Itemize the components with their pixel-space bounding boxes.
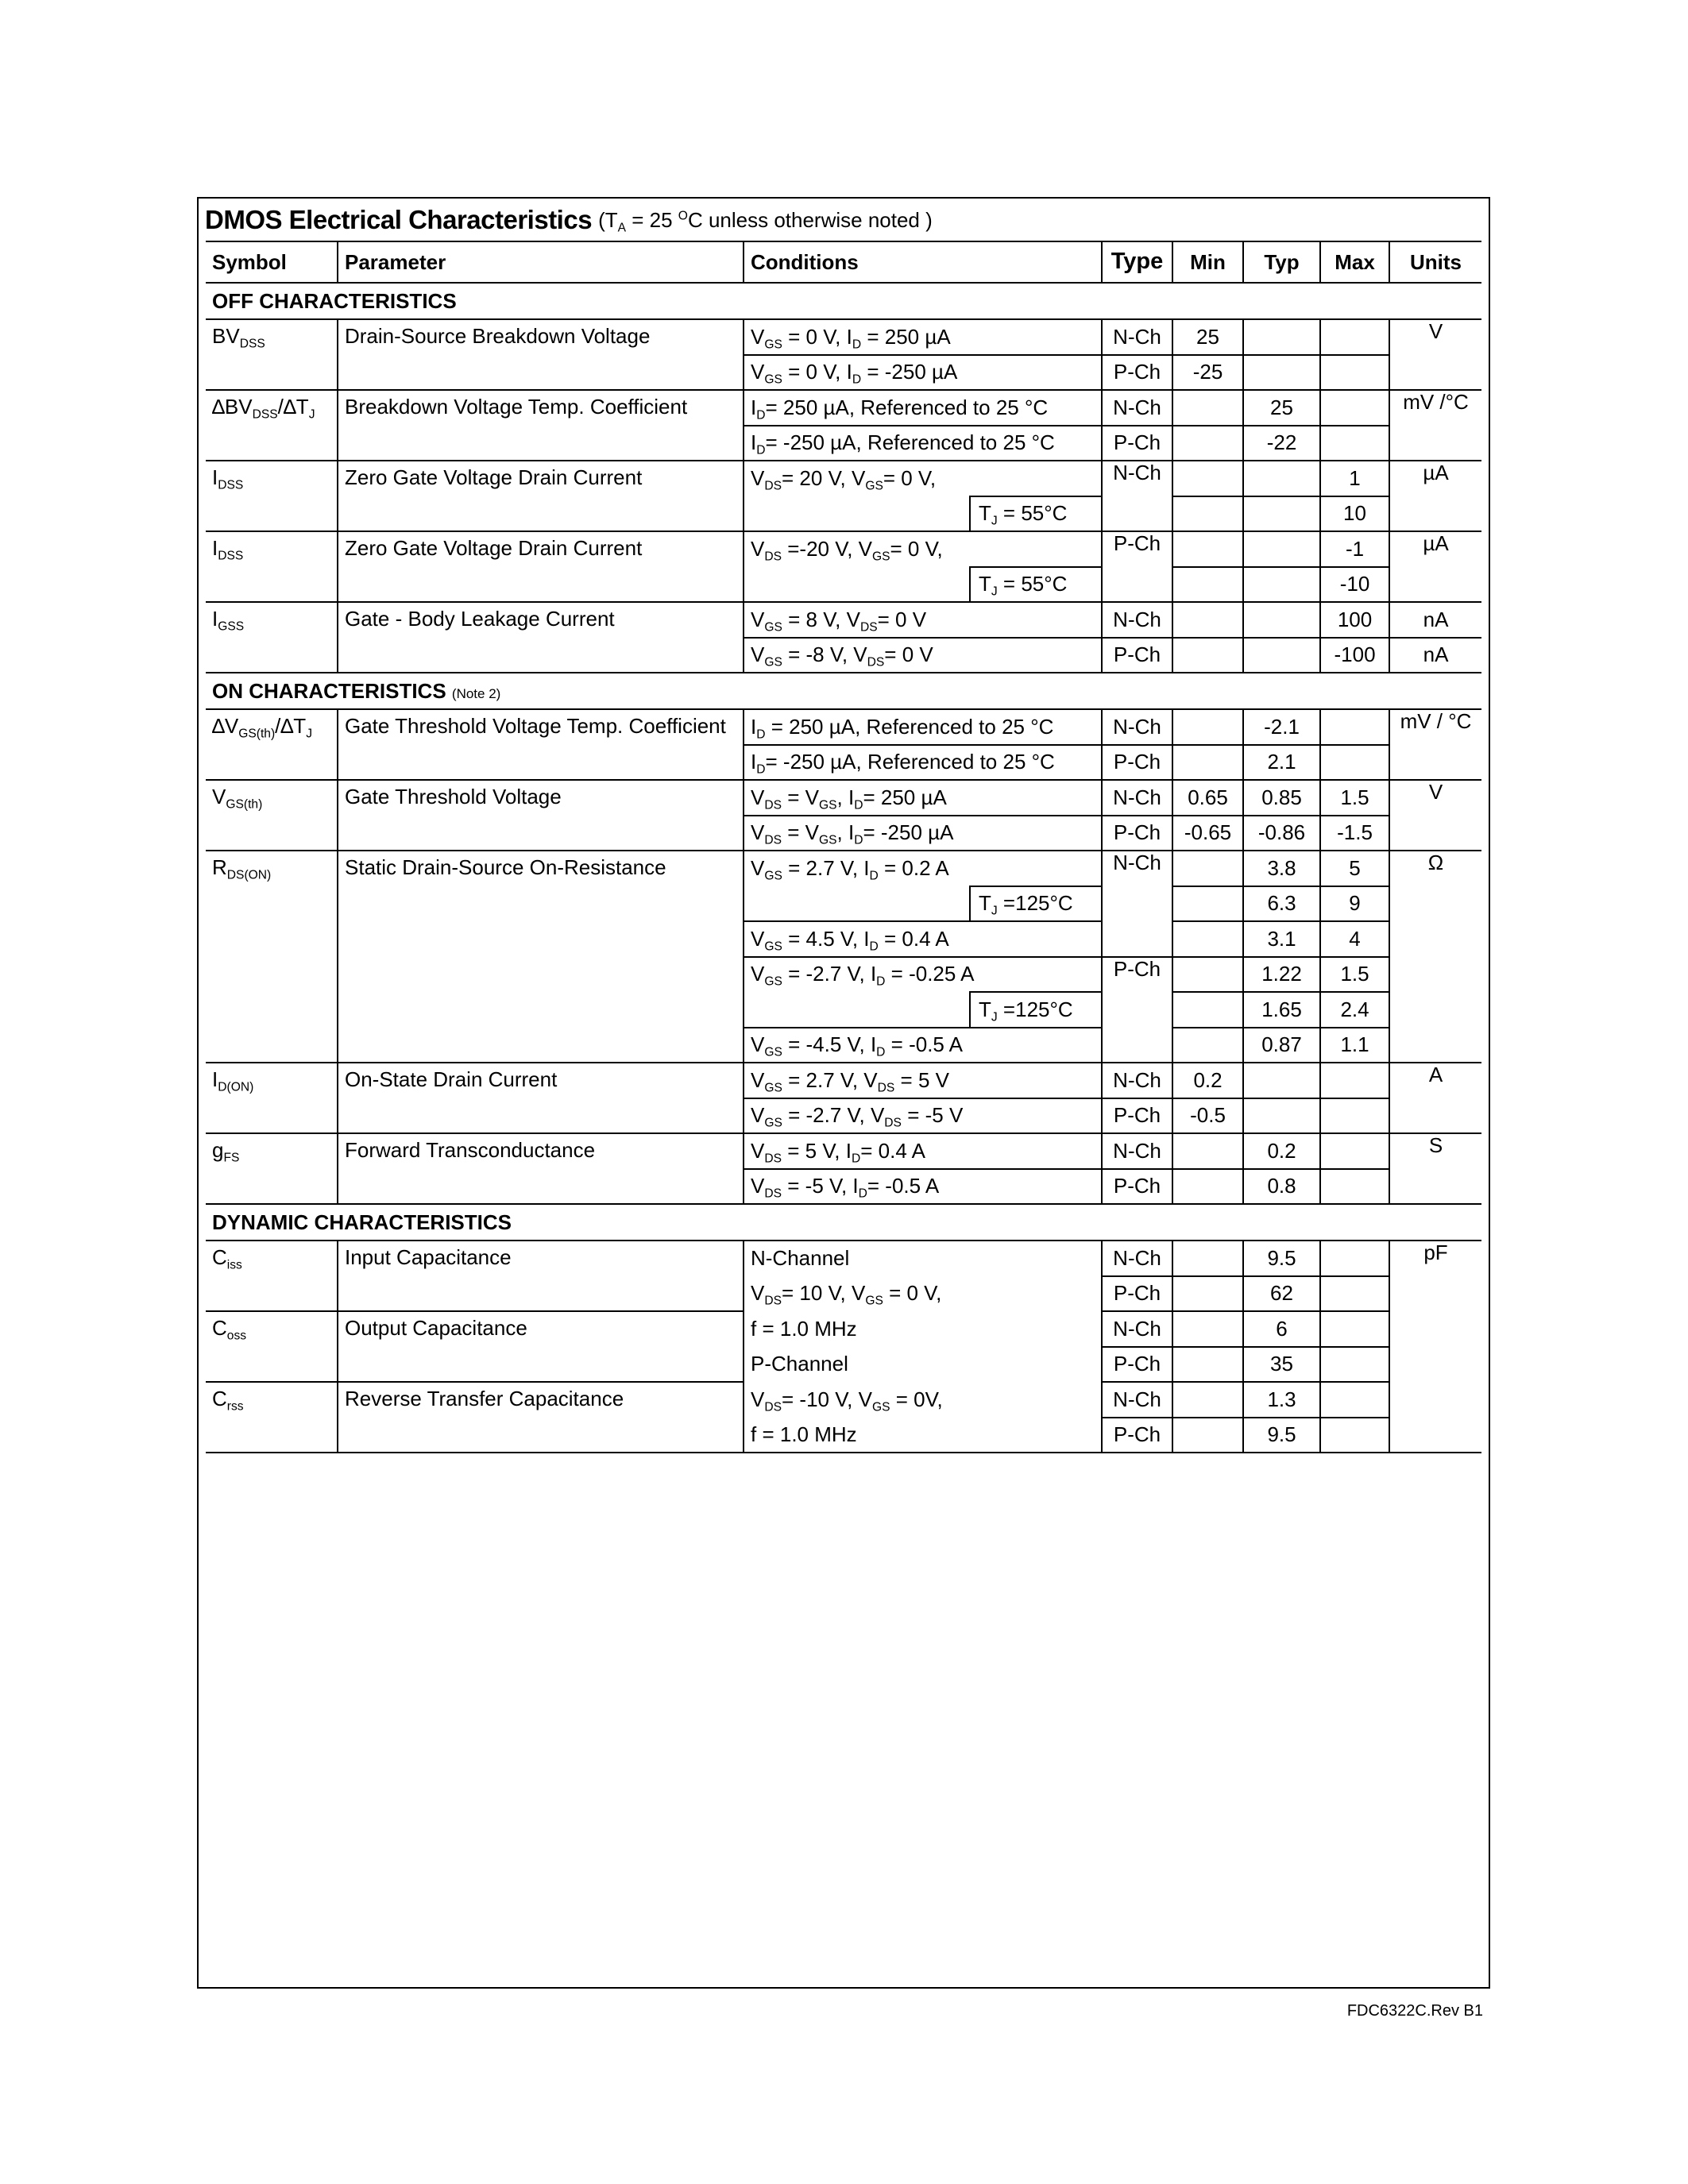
section-on: ON CHARACTERISTICS (Note 2) [206,673,1481,709]
cond-dvgsth-p: $I_D= -250$ µA, Referenced to 25 °C [744,745,1102,781]
min-cell [1172,1169,1243,1205]
cond-spacer [744,496,970,532]
type-cell: P-Ch [1102,531,1172,602]
header-conditions: Conditions [744,241,1102,283]
section-row [206,1204,1481,1241]
cond-rdson-4: $V_{GS} = -2.7$ V, $I_D = -0.25$ A [744,957,1102,993]
table-row [206,461,1481,496]
min-cell: -0.65 [1172,816,1243,851]
min-cell: -0.5 [1172,1098,1243,1134]
cond-spacer [744,567,970,603]
section-row [206,673,1481,709]
typ-cell: 1.65 [1243,992,1320,1028]
units-cell: S [1389,1133,1481,1204]
type-cell: P-Ch [1102,1098,1172,1134]
cond-idss-p: $V_{DS} =-20$ V, $V_{GS}= 0$ V, [744,531,1102,567]
max-cell [1320,1133,1389,1169]
type-cell: P-Ch [1102,816,1172,851]
min-cell [1172,1133,1243,1169]
param-idss-p: Zero Gate Voltage Drain Current [338,531,744,602]
max-cell [1320,1098,1389,1134]
min-cell [1172,496,1243,532]
header-parameter: Parameter [338,241,744,283]
type-cell: N-Ch [1102,780,1172,816]
table-row [206,390,1481,426]
max-cell [1320,1418,1389,1453]
symbol-bvdss: $BV_{DSS}$ [206,319,338,390]
cond-tj: $T_J =125^\circ C$ [970,886,1102,922]
type-cell: N-Ch [1102,1063,1172,1098]
symbol-dvgsth: $\Delta V_{GS(th)}/\Delta T_J$ [206,709,338,780]
max-cell: 4 [1320,921,1389,957]
header-typ: Typ [1243,241,1320,283]
header-row [206,241,1481,283]
min-cell: 0.65 [1172,780,1243,816]
typ-cell [1243,461,1320,496]
title-condition: ($T_A = 25$ $^O$C unless otherwise noted ) [598,207,933,234]
cond-vgsth-p: $V_{DS} = V_{GS}$, $I_D= -250$ µA [744,816,1102,851]
min-cell [1172,390,1243,426]
table-row [206,531,1481,567]
min-cell [1172,851,1243,886]
max-cell: 1 [1320,461,1389,496]
type-cell: N-Ch [1102,390,1172,426]
min-cell [1172,602,1243,638]
param-idon: On-State Drain Current [338,1063,744,1133]
typ-cell: 0.85 [1243,780,1320,816]
cond-rdson-6: $V_{GS} = -4.5$ V, $I_D = -0.5$ A [744,1028,1102,1063]
max-cell [1320,1311,1389,1347]
typ-cell: 1.3 [1243,1382,1320,1418]
cond-rdson-1: $V_{GS} = 2.7$ V, $I_D = 0.2$ A [744,851,1102,886]
param-gfs: Forward Transconductance [338,1133,744,1204]
cond-idon-p: $V_{GS} = -2.7$ V, $V_{DS} = -5$ V [744,1098,1102,1134]
typ-cell [1243,355,1320,391]
type-cell: N-Ch [1102,319,1172,355]
cond-dbvdss-p: $I_D= -250$ µA, Referenced to 25 °C [744,426,1102,461]
min-cell [1172,992,1243,1028]
typ-cell: 62 [1243,1276,1320,1312]
cond-spacer [744,886,970,922]
max-cell: -10 [1320,567,1389,603]
type-cell: P-Ch [1102,426,1172,461]
typ-cell: 0.2 [1243,1133,1320,1169]
max-cell: 100 [1320,602,1389,638]
units-cell: pF [1389,1241,1481,1453]
cond-bvdss-n: $V_{GS} = 0$ V, $I_D = 250$ µA [744,319,1102,355]
type-cell: N-Ch [1102,1241,1172,1276]
param-crss: Reverse Transfer Capacitance [338,1382,744,1453]
min-cell [1172,1382,1243,1418]
min-cell [1172,745,1243,781]
cond-gfs-n: $V_{DS} = 5$ V, $I_D= 0.4$ A [744,1133,1102,1169]
cond-tj: $T_J =125^\circ C$ [970,992,1102,1028]
param-dvgsth: Gate Threshold Voltage Temp. Coefficient [338,709,744,780]
cond-idss-n: $V_{DS}= 20$ V, $V_{GS}= 0$ V, [744,461,1102,496]
max-cell [1320,390,1389,426]
units-cell: mV / °C [1389,709,1481,780]
min-cell [1172,921,1243,957]
max-cell: 1.5 [1320,780,1389,816]
param-bvdss: Drain-Source Breakdown Voltage [338,319,744,390]
units-cell: nA [1389,602,1481,638]
revision-footer: FDC6322C.Rev B1 [1346,2002,1483,2020]
units-cell: nA [1389,638,1481,673]
min-cell [1172,886,1243,922]
param-dbvdss: Breakdown Voltage Temp. Coefficient [338,390,744,461]
param-ciss: Input Capacitance [338,1241,744,1311]
units-cell: µA [1389,531,1481,602]
cond-bvdss-p: $V_{GS} = 0$ V, $I_D = -250$ µA [744,355,1102,391]
max-cell: -1 [1320,531,1389,567]
table-row [206,1133,1481,1169]
max-cell [1320,745,1389,781]
symbol-idon: $I_{D(ON)}$ [206,1063,338,1133]
cond-tj: $T_J = 55^\circ C$ [970,567,1102,603]
min-cell [1172,567,1243,603]
header-units: Units [1389,241,1481,283]
min-cell [1172,1311,1243,1347]
symbol-ciss: $C_{iss}$ [206,1241,338,1311]
typ-cell: -22 [1243,426,1320,461]
typ-cell [1243,319,1320,355]
cond-vgsth-n: $V_{DS} = V_{GS}$, $I_D= 250$ µA [744,780,1102,816]
type-cell: P-Ch [1102,957,1172,1063]
max-cell [1320,319,1389,355]
min-cell [1172,709,1243,745]
type-cell: P-Ch [1102,745,1172,781]
symbol-crss: $C_{rss}$ [206,1382,338,1453]
cond-spacer [744,992,970,1028]
symbol-idss-p: $I_{DSS}$ [206,531,338,602]
max-cell [1320,1276,1389,1312]
max-cell: 2.4 [1320,992,1389,1028]
table-row [206,1382,1481,1418]
min-cell: 0.2 [1172,1063,1243,1098]
param-rdson: Static Drain-Source On-Resistance [338,851,744,1063]
header-symbol: Symbol [206,241,338,283]
cond-dvgsth-n: $I_D = 250$ µA, Referenced to 25 °C [744,709,1102,745]
cond-cap-1: N-Channel [744,1241,1102,1276]
table-row [206,851,1481,886]
table-row [206,319,1481,355]
units-cell: µA [1389,461,1481,531]
typ-cell: 2.1 [1243,745,1320,781]
section-dynamic: DYNAMIC CHARACTERISTICS [206,1204,1481,1241]
min-cell: -25 [1172,355,1243,391]
symbol-igss: $I_{GSS}$ [206,602,338,673]
typ-cell: 1.22 [1243,957,1320,993]
units-cell: A [1389,1063,1481,1133]
min-cell [1172,1347,1243,1383]
typ-cell [1243,602,1320,638]
cond-cap-2: $V_{DS}= 10$ V, $V_{GS} = 0$ V, [744,1276,1102,1312]
type-cell: N-Ch [1102,602,1172,638]
table-row [206,780,1481,816]
table-row [206,1063,1481,1098]
param-vgsth: Gate Threshold Voltage [338,780,744,851]
type-cell: N-Ch [1102,1382,1172,1418]
table-row [206,1311,1481,1347]
typ-cell: 6 [1243,1311,1320,1347]
min-cell: 25 [1172,319,1243,355]
type-cell: P-Ch [1102,1169,1172,1205]
cond-cap-6: f = 1.0 MHz [744,1418,1102,1453]
min-cell [1172,1418,1243,1453]
table-row [206,709,1481,745]
cond-gfs-p: $V_{DS} = -5$ V, $I_D= -0.5$ A [744,1169,1102,1205]
max-cell [1320,1169,1389,1205]
cond-cap-5: $V_{DS}= -10$ V, $V_{GS} = 0V$, [744,1382,1102,1418]
typ-cell [1243,567,1320,603]
units-cell: V [1389,780,1481,851]
typ-cell: 0.87 [1243,1028,1320,1063]
max-cell: -1.5 [1320,816,1389,851]
cond-idon-n: $V_{GS} = 2.7$ V, $V_{DS} = 5$ V [744,1063,1102,1098]
max-cell [1320,1382,1389,1418]
type-cell: N-Ch [1102,461,1172,531]
typ-cell [1243,531,1320,567]
max-cell [1320,426,1389,461]
typ-cell [1243,1063,1320,1098]
typ-cell: -0.86 [1243,816,1320,851]
table-row [206,1241,1481,1276]
max-cell [1320,355,1389,391]
symbol-dbvdss: $\Delta BV_{DSS}/\Delta T_J$ [206,390,338,461]
max-cell: 9 [1320,886,1389,922]
electrical-characteristics-table [206,241,1481,1453]
type-cell: P-Ch [1102,1276,1172,1312]
typ-cell: 9.5 [1243,1241,1320,1276]
typ-cell: 9.5 [1243,1418,1320,1453]
typ-cell: 3.1 [1243,921,1320,957]
type-cell: P-Ch [1102,355,1172,391]
symbol-coss: $C_{oss}$ [206,1311,338,1382]
section-off: OFF CHARACTERISTICS [206,283,1481,319]
min-cell [1172,461,1243,496]
type-cell: N-Ch [1102,1311,1172,1347]
header-min: Min [1172,241,1243,283]
symbol-gfs: $g_{FS}$ [206,1133,338,1204]
table-title [205,200,1476,240]
type-cell: P-Ch [1102,638,1172,673]
min-cell [1172,1241,1243,1276]
type-cell: N-Ch [1102,709,1172,745]
type-cell: N-Ch [1102,1133,1172,1169]
max-cell: -100 [1320,638,1389,673]
max-cell [1320,1241,1389,1276]
min-cell [1172,1028,1243,1063]
max-cell: 1.1 [1320,1028,1389,1063]
min-cell [1172,1276,1243,1312]
cond-tj: $T_J = 55^\circ C$ [970,496,1102,532]
symbol-idss-n: $I_{DSS}$ [206,461,338,531]
min-cell [1172,531,1243,567]
max-cell: 5 [1320,851,1389,886]
symbol-vgsth: $V_{GS(th)}$ [206,780,338,851]
units-cell: mV /°C [1389,390,1481,461]
header-max: Max [1320,241,1389,283]
section-row [206,283,1481,319]
typ-cell [1243,496,1320,532]
type-cell: P-Ch [1102,1347,1172,1383]
cond-cap-4: P-Channel [744,1347,1102,1383]
cond-cap-3: f = 1.0 MHz [744,1311,1102,1347]
symbol-rdson: $R_{DS(ON)}$ [206,851,338,1063]
type-cell: N-Ch [1102,851,1172,957]
max-cell [1320,709,1389,745]
typ-cell: 35 [1243,1347,1320,1383]
title-main: DMOS Electrical Characteristics [205,205,593,234]
cond-igss-n: $V_{GS} = 8$ V, $V_{DS}= 0$ V [744,602,1102,638]
units-cell: V [1389,319,1481,390]
cond-rdson-3: $V_{GS} = 4.5$ V, $I_D = 0.4$ A [744,921,1102,957]
max-cell [1320,1347,1389,1383]
header-type: Type [1102,241,1172,283]
units-cell: Ω [1389,851,1481,1063]
typ-cell [1243,1098,1320,1134]
typ-cell: 3.8 [1243,851,1320,886]
typ-cell: 0.8 [1243,1169,1320,1205]
typ-cell: 6.3 [1243,886,1320,922]
max-cell: 1.5 [1320,957,1389,993]
max-cell [1320,1063,1389,1098]
min-cell [1172,957,1243,993]
typ-cell: 25 [1243,390,1320,426]
param-igss: Gate - Body Leakage Current [338,602,744,673]
param-idss-n: Zero Gate Voltage Drain Current [338,461,744,531]
cond-igss-p: $V_{GS} = -8$ V, $V_{DS}= 0$ V [744,638,1102,673]
max-cell: 10 [1320,496,1389,532]
type-cell: P-Ch [1102,1418,1172,1453]
cond-dbvdss-n: $I_D= 250$ µA, Referenced to 25 °C [744,390,1102,426]
typ-cell [1243,638,1320,673]
table-row [206,602,1481,638]
min-cell [1172,426,1243,461]
param-coss: Output Capacitance [338,1311,744,1382]
min-cell [1172,638,1243,673]
typ-cell: -2.1 [1243,709,1320,745]
